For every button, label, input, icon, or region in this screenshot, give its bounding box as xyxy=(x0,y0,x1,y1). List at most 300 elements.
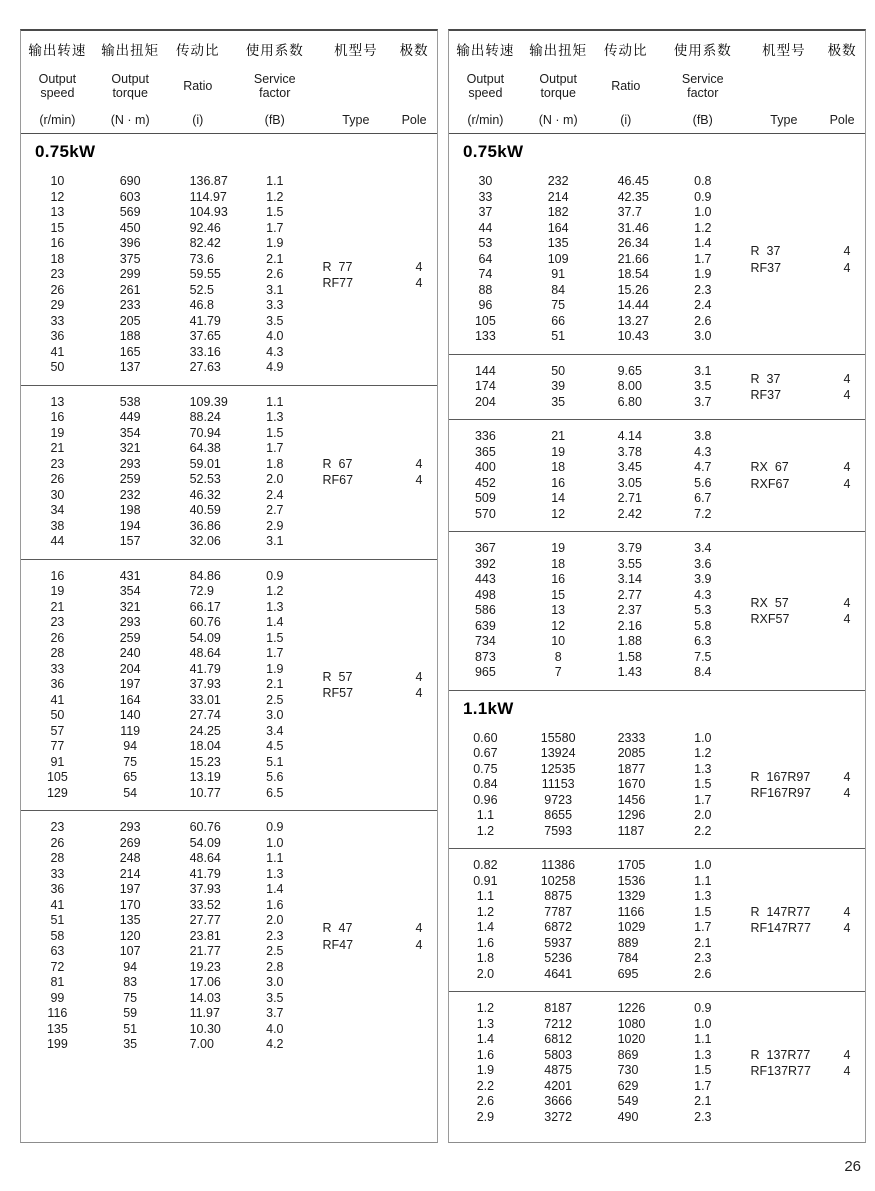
ratio-value: 66.17 xyxy=(189,599,221,614)
model-type: R 37 xyxy=(750,244,781,258)
service-factor-value: 1.1 xyxy=(266,851,284,865)
output-speed-value: 12 xyxy=(50,189,65,204)
ratio-value: 11.97 xyxy=(189,1006,220,1020)
spec-row xyxy=(21,395,321,411)
type-pole-row xyxy=(749,785,865,802)
model-type: RF77 xyxy=(322,276,354,290)
ratio-value: 41.79 xyxy=(189,661,221,676)
output-speed-value: 1.9 xyxy=(476,1063,495,1077)
output-torque-value: 12 xyxy=(551,506,566,521)
output-torque-value: 18 xyxy=(551,460,566,474)
output-speed-value: 400 xyxy=(474,460,496,474)
ratio-value: 41.79 xyxy=(189,313,221,328)
ratio-value: 32.06 xyxy=(189,534,221,548)
ratio-value: 1.43 xyxy=(617,665,642,679)
pole-count: 4 xyxy=(415,259,423,274)
ratio-value: 1705 xyxy=(617,858,646,872)
output-speed-value: 23 xyxy=(50,267,65,281)
output-torque-value: 214 xyxy=(547,189,569,204)
output-speed-value: 19 xyxy=(50,584,65,598)
output-speed-value: 15 xyxy=(50,220,65,235)
output-speed-value: 33 xyxy=(478,189,493,204)
output-torque-value: 7593 xyxy=(544,823,573,838)
ratio-value: 23.81 xyxy=(189,928,221,943)
model-type: RF37 xyxy=(750,260,782,275)
spec-row xyxy=(449,634,749,650)
header-col-service-factor xyxy=(657,39,749,127)
pole-count: 4 xyxy=(415,921,423,935)
output-torque-value: 16 xyxy=(551,572,566,586)
header-col-type xyxy=(749,39,820,127)
output-speed-value: 26 xyxy=(50,630,65,645)
output-speed-value: 77 xyxy=(50,739,65,753)
output-torque-value: 35 xyxy=(123,1037,138,1051)
ratio-value: 18.54 xyxy=(617,267,649,281)
header-unit: (N · m) xyxy=(110,113,150,127)
output-speed-value: 509 xyxy=(474,491,496,505)
output-speed-value: 50 xyxy=(50,360,65,374)
service-factor-value: 3.1 xyxy=(266,282,284,297)
service-factor-value: 1.5 xyxy=(694,1063,712,1077)
ratio-value: 1020 xyxy=(617,1032,646,1046)
service-factor-value: 2.0 xyxy=(694,808,712,822)
output-speed-value: 16 xyxy=(50,568,65,583)
spec-section xyxy=(21,165,437,386)
pole-count: 4 xyxy=(843,1064,851,1079)
output-torque-value: 197 xyxy=(119,677,141,691)
service-factor-value: 1.0 xyxy=(694,730,712,745)
spec-row xyxy=(449,777,749,793)
type-pole-block xyxy=(321,395,437,550)
output-torque-value: 18 xyxy=(551,556,566,571)
output-speed-value: 1.3 xyxy=(476,1016,495,1031)
output-speed-value: 0.91 xyxy=(473,873,498,888)
spec-rows xyxy=(21,395,321,550)
output-speed-value: 1.2 xyxy=(476,823,495,838)
header-col-ratio xyxy=(595,39,657,127)
ratio-value: 3.05 xyxy=(617,475,642,490)
service-factor-value: 7.2 xyxy=(694,506,712,521)
output-speed-value: 443 xyxy=(474,572,496,586)
spec-row xyxy=(449,364,749,380)
output-speed-value: 23 xyxy=(50,820,65,834)
spec-row xyxy=(21,820,321,836)
ratio-value: 15.23 xyxy=(189,754,221,769)
output-torque-value: 135 xyxy=(547,236,569,250)
output-torque-value: 59 xyxy=(123,1006,138,1020)
spec-row xyxy=(21,205,321,221)
output-torque-value: 157 xyxy=(119,534,141,548)
service-factor-value: 3.0 xyxy=(694,329,712,343)
spec-row xyxy=(21,851,321,867)
output-torque-value: 6812 xyxy=(544,1032,573,1046)
output-speed-value: 365 xyxy=(474,444,496,459)
output-torque-value: 299 xyxy=(119,267,141,281)
service-factor-value: 1.4 xyxy=(266,615,284,629)
output-torque-value: 232 xyxy=(547,174,569,188)
spec-section xyxy=(449,722,865,850)
ratio-value: 59.01 xyxy=(189,456,221,471)
type-pole-block xyxy=(749,174,865,345)
output-speed-value: 34 xyxy=(50,503,65,517)
table-header xyxy=(21,31,437,134)
header-label-en: Service factor xyxy=(253,72,296,100)
type-pole-row xyxy=(749,611,865,628)
service-factor-value: 3.9 xyxy=(694,572,712,586)
header-label-en: Output speed xyxy=(38,72,77,100)
spec-row xyxy=(21,360,321,376)
output-speed-value: 63 xyxy=(50,944,65,958)
spec-row xyxy=(449,174,749,190)
ratio-value: 7.00 xyxy=(189,1037,214,1051)
header-col-output-torque xyxy=(94,39,167,127)
header-col-type xyxy=(321,39,392,127)
output-speed-value: 30 xyxy=(478,174,493,188)
service-factor-value: 1.2 xyxy=(694,220,712,235)
spec-row xyxy=(21,755,321,771)
service-factor-value: 3.6 xyxy=(694,556,712,571)
service-factor-value: 2.3 xyxy=(266,928,284,943)
header-col-output-speed xyxy=(21,39,94,127)
spec-row xyxy=(449,190,749,206)
output-torque-value: 94 xyxy=(123,739,138,753)
ratio-value: 48.64 xyxy=(189,851,221,865)
service-factor-value: 8.4 xyxy=(694,665,712,679)
header-unit: (N · m) xyxy=(538,113,578,127)
ratio-value: 1029 xyxy=(617,920,646,934)
spec-row xyxy=(449,1017,749,1033)
spec-row xyxy=(449,905,749,921)
output-torque-value: 204 xyxy=(119,661,141,676)
spec-row xyxy=(21,283,321,299)
pole-count: 4 xyxy=(843,388,851,402)
type-pole-row xyxy=(749,459,865,476)
ratio-value: 19.23 xyxy=(189,959,221,974)
model-type: RF47 xyxy=(322,937,354,952)
output-torque-value: 12535 xyxy=(540,761,576,776)
output-torque-value: 603 xyxy=(119,189,141,204)
service-factor-value: 2.6 xyxy=(266,267,284,281)
service-factor-value: 1.0 xyxy=(266,835,284,850)
header-label-zh: 机型号 xyxy=(334,43,378,58)
output-speed-value: 88 xyxy=(478,282,493,297)
output-torque-value: 259 xyxy=(119,630,141,645)
spec-section xyxy=(21,811,437,1062)
spec-row xyxy=(21,600,321,616)
output-speed-value: 38 xyxy=(50,518,65,533)
ratio-value: 730 xyxy=(617,1063,639,1077)
service-factor-value: 1.3 xyxy=(694,889,712,903)
ratio-value: 109.39 xyxy=(189,394,228,409)
output-speed-value: 2.9 xyxy=(476,1109,495,1124)
header-label-en: Output torque xyxy=(111,72,149,100)
output-speed-value: 57 xyxy=(50,723,65,738)
header-col-pole xyxy=(819,39,865,127)
ratio-value: 24.25 xyxy=(189,723,221,738)
ratio-value: 10.77 xyxy=(189,785,221,800)
output-torque-value: 4641 xyxy=(544,966,573,981)
header-label-en: Ratio xyxy=(611,79,641,93)
pole-count: 4 xyxy=(843,595,851,610)
service-factor-value: 1.3 xyxy=(266,410,284,424)
service-factor-value: 1.0 xyxy=(694,205,712,219)
type-pole-block xyxy=(749,731,865,840)
output-torque-value: 16 xyxy=(551,475,566,490)
service-factor-value: 2.1 xyxy=(694,935,712,950)
spec-row xyxy=(449,1094,749,1110)
ratio-value: 136.87 xyxy=(189,174,228,188)
service-factor-value: 1.3 xyxy=(694,761,712,776)
output-torque-value: 4875 xyxy=(544,1063,573,1077)
spec-section xyxy=(449,532,865,691)
type-pole-row xyxy=(321,668,437,685)
output-torque-value: 8 xyxy=(554,649,562,664)
service-factor-value: 1.2 xyxy=(266,189,284,204)
service-factor-value: 6.5 xyxy=(266,785,284,800)
output-speed-value: 23 xyxy=(50,615,65,629)
ratio-value: 27.74 xyxy=(189,708,221,722)
output-torque-value: 91 xyxy=(551,267,566,281)
spec-rows xyxy=(449,858,749,982)
spec-rows xyxy=(21,174,321,376)
output-torque-value: 259 xyxy=(119,472,141,486)
header-col-service-factor xyxy=(229,39,321,127)
header-label-zh: 输出转速 xyxy=(456,43,515,58)
output-speed-value: 0.82 xyxy=(473,858,498,872)
spec-row xyxy=(449,951,749,967)
ratio-value: 2.42 xyxy=(617,506,642,521)
header-label-en: Service factor xyxy=(681,72,724,100)
spec-row xyxy=(21,252,321,268)
spec-row xyxy=(449,603,749,619)
output-torque-value: 354 xyxy=(119,584,141,598)
spec-tables-container xyxy=(20,29,867,1143)
output-torque-value: 7787 xyxy=(544,904,573,919)
ratio-value: 1080 xyxy=(617,1016,646,1031)
output-torque-value: 11386 xyxy=(541,858,576,872)
service-factor-value: 2.4 xyxy=(694,298,712,312)
output-torque-value: 164 xyxy=(547,220,569,235)
type-pole-row xyxy=(321,258,437,275)
output-speed-value: 44 xyxy=(50,534,65,548)
output-speed-value: 36 xyxy=(50,329,65,343)
pole-count: 4 xyxy=(415,473,423,488)
header-unit: Pole xyxy=(401,113,427,127)
output-torque-value: 120 xyxy=(119,928,141,943)
ratio-value: 46.32 xyxy=(189,487,221,502)
service-factor-value: 1.1 xyxy=(694,1032,712,1046)
spec-row xyxy=(21,267,321,283)
service-factor-value: 1.7 xyxy=(694,792,712,807)
output-speed-value: 21 xyxy=(50,599,65,614)
spec-row xyxy=(21,1022,321,1038)
service-factor-value: 1.3 xyxy=(694,1047,712,1062)
service-factor-value: 1.7 xyxy=(694,251,712,266)
output-speed-value: 72 xyxy=(50,959,65,974)
output-speed-value: 21 xyxy=(50,441,65,455)
output-speed-value: 10 xyxy=(50,174,65,188)
ratio-value: 41.79 xyxy=(189,866,221,881)
output-speed-value: 0.67 xyxy=(473,746,498,760)
output-torque-value: 194 xyxy=(119,518,141,533)
output-speed-value: 105 xyxy=(474,313,496,328)
output-speed-value: 0.75 xyxy=(473,761,498,776)
pole-count: 4 xyxy=(415,456,423,471)
ratio-value: 3.78 xyxy=(617,444,642,459)
pole-count: 4 xyxy=(843,612,851,626)
ratio-value: 59.55 xyxy=(189,267,221,281)
output-torque-value: 214 xyxy=(119,866,141,881)
spec-row xyxy=(21,174,321,190)
output-torque-value: 164 xyxy=(119,692,141,707)
type-pole-row xyxy=(321,920,437,937)
power-group-heading: 0.75kW xyxy=(463,142,524,161)
output-speed-value: 30 xyxy=(50,487,65,502)
spec-row xyxy=(449,379,749,395)
ratio-value: 84.86 xyxy=(189,568,221,583)
output-speed-value: 392 xyxy=(474,556,496,571)
output-torque-value: 6872 xyxy=(544,920,573,934)
service-factor-value: 3.7 xyxy=(694,394,712,409)
output-speed-value: 29 xyxy=(50,298,65,312)
header-unit: (fB) xyxy=(692,113,713,127)
spec-rows xyxy=(21,569,321,802)
ratio-value: 1329 xyxy=(617,889,646,903)
output-torque-value: 15 xyxy=(551,587,566,602)
service-factor-value: 2.4 xyxy=(266,487,284,502)
model-type: RF67 xyxy=(322,473,354,488)
spec-row xyxy=(21,960,321,976)
ratio-value: 629 xyxy=(617,1078,639,1093)
model-type: R 37 xyxy=(750,371,781,386)
output-speed-value: 144 xyxy=(474,363,496,378)
output-speed-value: 33 xyxy=(50,661,65,676)
spec-section xyxy=(449,355,865,421)
output-torque-value: 3666 xyxy=(544,1094,573,1108)
spec-row xyxy=(21,631,321,647)
service-factor-value: 1.1 xyxy=(266,174,284,188)
header-unit: (fB) xyxy=(264,113,285,127)
header-col-pole xyxy=(391,39,437,127)
output-speed-value: 367 xyxy=(474,541,496,555)
service-factor-value: 2.3 xyxy=(694,951,712,965)
model-type: R 67 xyxy=(322,456,353,471)
spec-row xyxy=(449,824,749,840)
type-pole-block xyxy=(749,1001,865,1125)
header-unit: Type xyxy=(770,113,798,127)
type-pole-block xyxy=(321,569,437,802)
output-torque-value: 269 xyxy=(119,835,141,850)
service-factor-value: 3.5 xyxy=(266,313,284,328)
output-torque-value: 21 xyxy=(551,429,566,443)
output-torque-value: 50 xyxy=(551,363,566,378)
output-torque-value: 54 xyxy=(123,785,138,800)
output-torque-value: 188 xyxy=(119,329,141,343)
spec-row xyxy=(449,665,749,681)
service-factor-value: 0.9 xyxy=(694,189,712,204)
spec-row xyxy=(21,913,321,929)
output-speed-value: 23 xyxy=(50,456,65,471)
ratio-value: 1296 xyxy=(617,808,646,822)
output-speed-value: 26 xyxy=(50,835,65,850)
output-speed-value: 16 xyxy=(50,236,65,250)
model-type: R 77 xyxy=(322,259,353,274)
model-type: RF37 xyxy=(750,388,782,402)
output-torque-value: 198 xyxy=(119,503,141,517)
spec-rows xyxy=(21,820,321,1053)
spec-row xyxy=(449,1110,749,1126)
spec-row xyxy=(21,724,321,740)
spec-row xyxy=(21,1006,321,1022)
pole-count: 4 xyxy=(843,244,851,258)
service-factor-value: 2.5 xyxy=(266,692,284,707)
service-factor-value: 1.9 xyxy=(266,661,284,676)
spec-table-left xyxy=(20,29,438,1143)
output-torque-value: 690 xyxy=(119,174,141,188)
ratio-value: 21.77 xyxy=(189,944,221,958)
service-factor-value: 6.3 xyxy=(694,634,712,648)
service-factor-value: 1.0 xyxy=(694,1016,712,1031)
spec-row xyxy=(449,731,749,747)
spec-rows xyxy=(449,1001,749,1125)
spec-row xyxy=(449,236,749,252)
spec-row xyxy=(449,808,749,824)
spec-row xyxy=(21,488,321,504)
spec-row xyxy=(449,858,749,874)
output-torque-value: 137 xyxy=(119,360,141,374)
header-label-zh: 使用系数 xyxy=(245,43,304,58)
output-speed-value: 204 xyxy=(474,394,496,409)
output-speed-value: 41 xyxy=(50,897,65,912)
type-pole-row xyxy=(749,920,865,937)
spec-row xyxy=(21,929,321,945)
ratio-value: 14.44 xyxy=(617,298,649,312)
service-factor-value: 4.3 xyxy=(694,587,712,602)
output-speed-value: 36 xyxy=(50,677,65,691)
service-factor-value: 4.0 xyxy=(266,1021,284,1036)
service-factor-value: 1.1 xyxy=(266,394,284,409)
ratio-value: 21.66 xyxy=(617,251,649,266)
output-torque-value: 3272 xyxy=(544,1109,573,1124)
output-speed-value: 19 xyxy=(50,425,65,440)
output-torque-value: 19 xyxy=(551,541,566,555)
ratio-value: 26.34 xyxy=(617,236,649,250)
output-torque-value: 293 xyxy=(119,456,141,471)
pole-count: 4 xyxy=(843,786,851,800)
output-torque-value: 293 xyxy=(119,615,141,629)
output-speed-value: 44 xyxy=(478,220,493,235)
output-speed-value: 0.96 xyxy=(473,792,498,807)
spec-section xyxy=(21,560,437,812)
type-pole-row xyxy=(749,594,865,611)
service-factor-value: 4.3 xyxy=(266,344,284,359)
ratio-value: 52.53 xyxy=(189,472,221,486)
service-factor-value: 2.1 xyxy=(266,251,284,266)
output-speed-value: 16 xyxy=(50,410,65,424)
output-speed-value: 58 xyxy=(50,928,65,943)
output-speed-value: 33 xyxy=(50,313,65,328)
spec-row xyxy=(449,920,749,936)
output-torque-value: 170 xyxy=(119,897,141,912)
service-factor-value: 2.2 xyxy=(694,823,712,838)
output-torque-value: 205 xyxy=(119,313,141,328)
spec-row xyxy=(449,762,749,778)
ratio-value: 33.16 xyxy=(189,344,221,359)
ratio-value: 1166 xyxy=(617,904,645,919)
service-factor-value: 3.1 xyxy=(266,534,284,548)
ratio-value: 33.52 xyxy=(189,897,221,912)
output-speed-value: 41 xyxy=(50,692,65,707)
